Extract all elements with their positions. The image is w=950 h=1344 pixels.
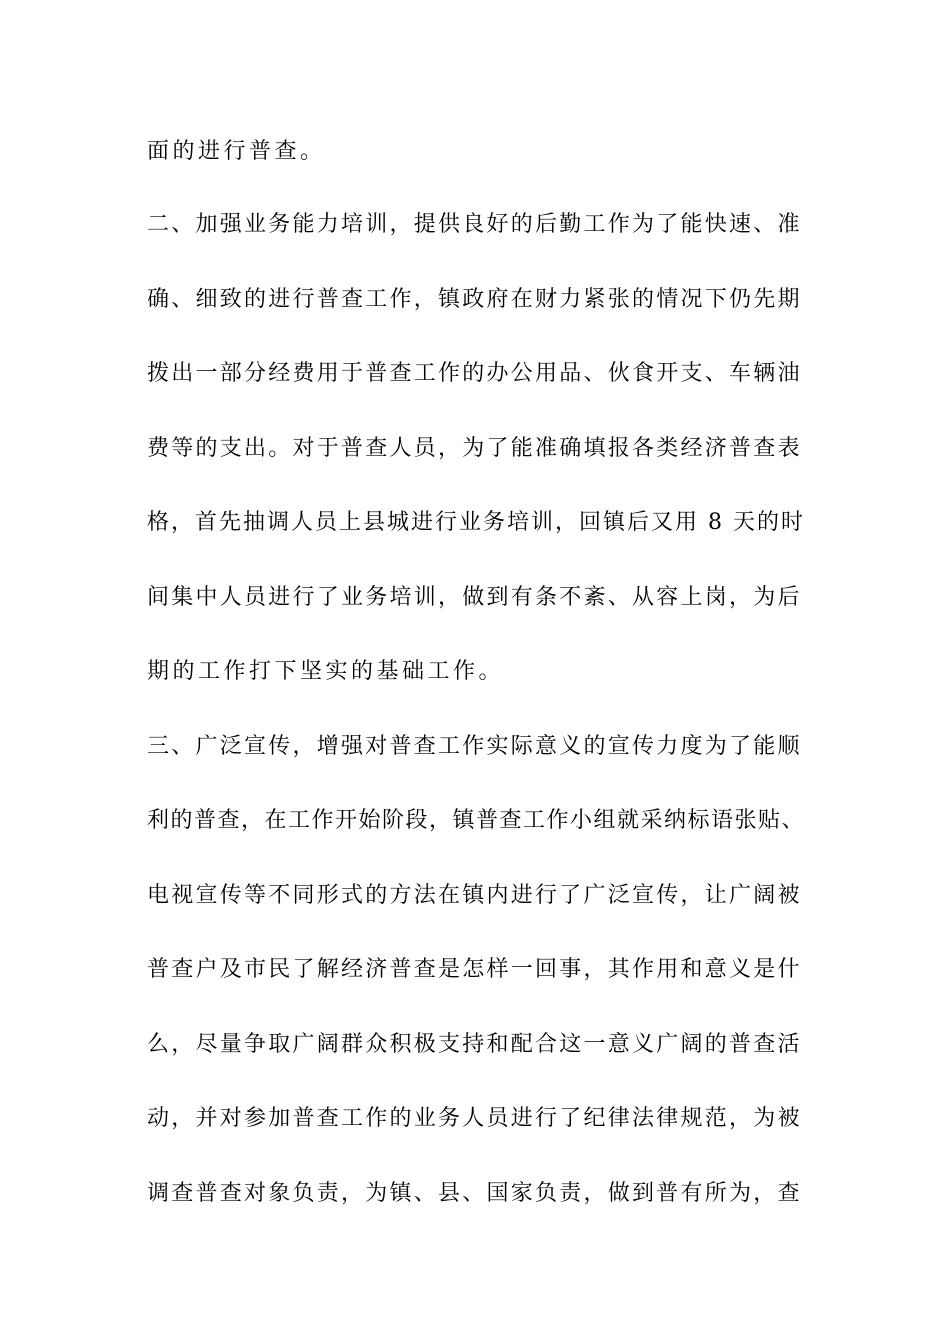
text-line: 利的普查，在工作开始阶段，镇普查工作小组就采纳标语张贴、 [147, 808, 806, 833]
text-line: 动，并对参加普查工作的业务人员进行了纪律法律规范，为被 [147, 1106, 802, 1131]
text-line: 确、细致的进行普查工作，镇政府在财力紧张的情况下仍先期 [147, 287, 802, 312]
text-line: 格，首先抽调人员上县城进行业务培训，回镇后又用 8 天的时 [147, 510, 805, 535]
text-line: 三、广泛宣传，增强对普查工作实际意义的宣传力度为了能顺 [147, 734, 802, 759]
text-line: 面的进行普查。 [147, 139, 326, 164]
text-line: 间集中人员进行了业务培训，做到有条不紊、从容上岗，为后 [147, 585, 802, 610]
text-line: 普查户及市民了解经济普查是怎样一回事，其作用和意义是什 [147, 957, 802, 982]
text-line: 调查普查对象负责，为镇、县、国家负责，做到普有所为，查 [147, 1181, 802, 1206]
text-line: 么，尽量争取广阔群众积极支持和配合这一意义广阔的普查活 [147, 1032, 802, 1057]
text-line: 拨出一部分经费用于普查工作的办公用品、伙食开支、车辆油 [147, 361, 802, 386]
text-line: 二、加强业务能力培训，提供良好的后勤工作为了能快速、准 [147, 212, 802, 237]
text-line: 费等的支出。对于普查人员，为了能准确填报各类经济普查表 [147, 436, 802, 461]
text-line: 电视宣传等不同形式的方法在镇内进行了广泛宣传，让广阔被 [147, 883, 802, 908]
text-line: 期的工作打下坚实的基础工作。 [147, 659, 505, 684]
